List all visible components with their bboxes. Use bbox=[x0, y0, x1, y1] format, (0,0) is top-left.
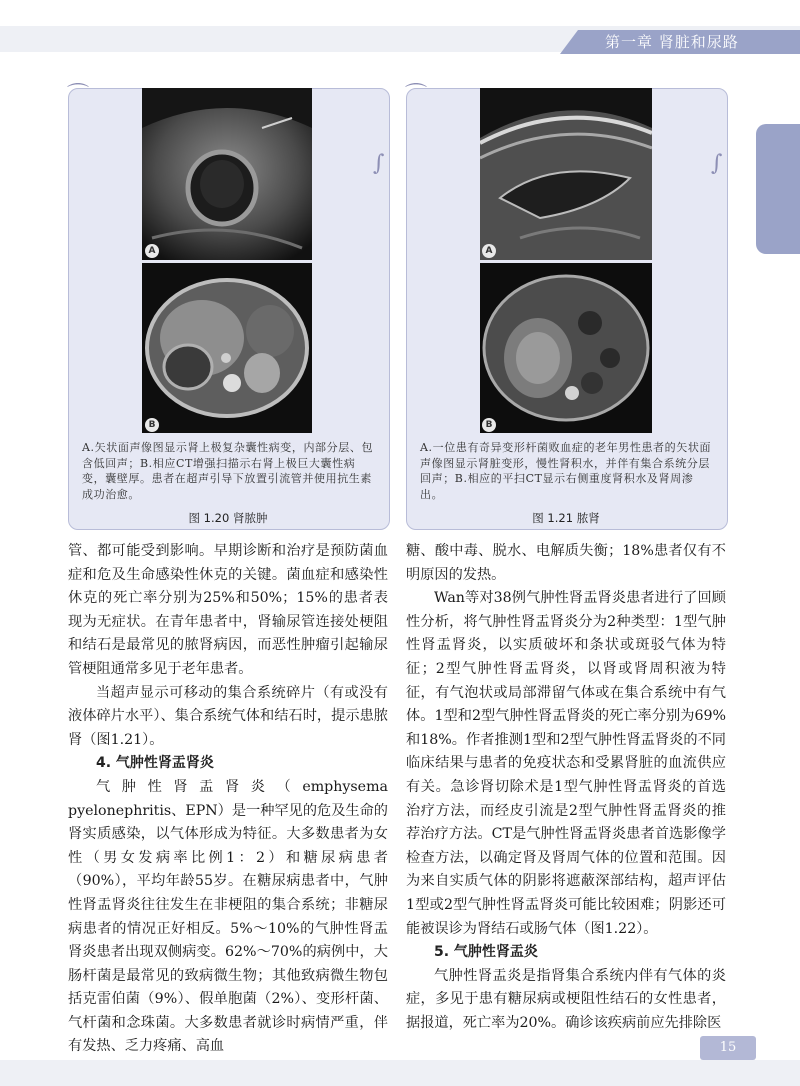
figure-1-21-caption: A.一位患有奇异变形杆菌败血症的老年男性患者的矢状面声像图显示肾脏变形，慢性肾积水，并伴有集合系统分层回声；B.相应的平扫CT显示右侧重度肾积水及肾周渗出。 bbox=[420, 441, 712, 501]
ultrasound-image-a-right bbox=[480, 88, 652, 260]
page-number: 15 bbox=[700, 1036, 756, 1060]
section-heading: 4. 气肿性肾盂肾炎 bbox=[96, 755, 214, 772]
curl-ornament-right: ∫ bbox=[711, 151, 723, 176]
chapter-side-tab bbox=[756, 124, 800, 254]
ultrasound-pyonephrosis-graphic bbox=[480, 88, 652, 260]
ct-pyonephrosis-graphic bbox=[480, 263, 652, 433]
chapter-title: 第一章 肾脏和尿路 bbox=[605, 33, 739, 51]
footer-strip bbox=[0, 1060, 800, 1086]
ct-image-b-left bbox=[142, 263, 312, 433]
ct-image-b-right bbox=[480, 263, 652, 433]
image-label-a-left: A bbox=[145, 244, 159, 258]
image-label-a-right: A bbox=[482, 244, 496, 258]
ultrasound-image-a-left bbox=[142, 88, 312, 260]
curl-ornament-top-left: ⌒ bbox=[405, 83, 428, 108]
image-label-b-right: B bbox=[482, 418, 496, 432]
figure-1-20-title: 图 1.20 肾脓肿 bbox=[188, 511, 268, 525]
image-label-b-left: B bbox=[145, 418, 159, 432]
paragraph: 气肿性肾盂肾炎（emphysema pyelonephritis、EPN）是一种罕见的危及生命的肾实质感染，以气体形成为特征。大多数患者为女性（男女发病率比例1：2）和糖尿病患者（90%），平均年龄55岁。在糖尿病患者中，气肿性肾盂肾炎往往发生在非梗阻的集合系统；非糖尿病患者的情况正好相反。5%～10%的气肿性肾盂肾炎患者出现双侧病变。62%～70%的病例中，大肠杆菌是最常见的致病微生物；其他致病微生物包括克雷伯菌（9%）、假单胞菌（2%）、变形杆菌、气杆菌和念珠菌。大多数患者就诊时病情严重，伴有发热、乏力疼痛、高血 bbox=[68, 778, 388, 1055]
figure-1-20-caption: A.矢状面声像图显示肾上极复杂囊性病变，内部分层、包含低回声；B.相应CT增强扫描示右肾上极巨大囊性病变，囊壁厚。患者在超声引导下放置引流管并使用抗生素成功治愈。 bbox=[82, 441, 374, 501]
section-heading: 5. 气肿性肾盂炎 bbox=[434, 944, 538, 961]
paragraph: 当超声显示可移动的集合系统碎片（有或没有液体碎片水平）、集合系统气体和结石时，提示患脓肾（图1.21）。 bbox=[68, 684, 388, 748]
paragraph: 管、都可能受到影响。早期诊断和治疗是预防菌血症和危及生命感染性休克的关键。菌血症和感染性休克的死亡率分别为25%和50%；15%的患者表现为无症状。在青年患者中，肾输尿管连接处梗阻和结石是最常见的脓肾病因，而恶性肿瘤引起输尿管梗阻通常多见于老年患者。 bbox=[68, 543, 388, 677]
paragraph: 气肿性肾盂炎是指肾集合系统内伴有气体的炎症，多见于患有糖尿病或梗阻性结石的女性患者，据报道，死亡率为20%。确诊该疾病前应先排除医 bbox=[406, 967, 726, 1031]
left-text-column bbox=[68, 540, 388, 1059]
paragraph: 糖、酸中毒、脱水、电解质失衡；18%患者仅有不明原因的发热。 bbox=[406, 543, 726, 583]
right-text-column bbox=[406, 540, 726, 1035]
curl-ornament-top-left: ⌒ bbox=[67, 83, 90, 108]
paragraph: Wan等对38例气肿性肾盂肾炎患者进行了回顾性分析，将气肿性肾盂肾炎分为2种类型：1型气肿性肾盂肾炎，以实质破坏和条状或斑驳气体为特征；2型气肿性肾盂肾炎，以肾或肾周积液为特征，有气泡状或局部滞留气体或在集合系统中有气体。1型和2型气肿性肾盂肾炎的死亡率分别为69%和18%。作者推测1型和2型气肿性肾盂肾炎的不同临床结果与患者的免疫状态和受累肾脏的血流供应有关。急诊肾切除术是1型气肿性肾盂肾炎的首选治疗方法，而经皮引流是2型气肿性肾盂肾炎的推荐治疗方法。CT是气肿性肾盂肾炎患者首选影像学检查方法，以确定肾及肾周气体的位置和范围。因为来自实质气体的阴影将遮蔽深部结构，超声评估1型或2型气肿性肾盂肾炎可能比较困难；阴影还可能被误诊为肾结石或肠气体（图1.22）。 bbox=[406, 590, 726, 937]
ct-abscess-graphic bbox=[142, 263, 312, 433]
figure-1-21-title: 图 1.21 脓肾 bbox=[532, 511, 600, 525]
ultrasound-abscess-graphic bbox=[142, 88, 312, 260]
curl-ornament-right: ∫ bbox=[373, 151, 385, 176]
